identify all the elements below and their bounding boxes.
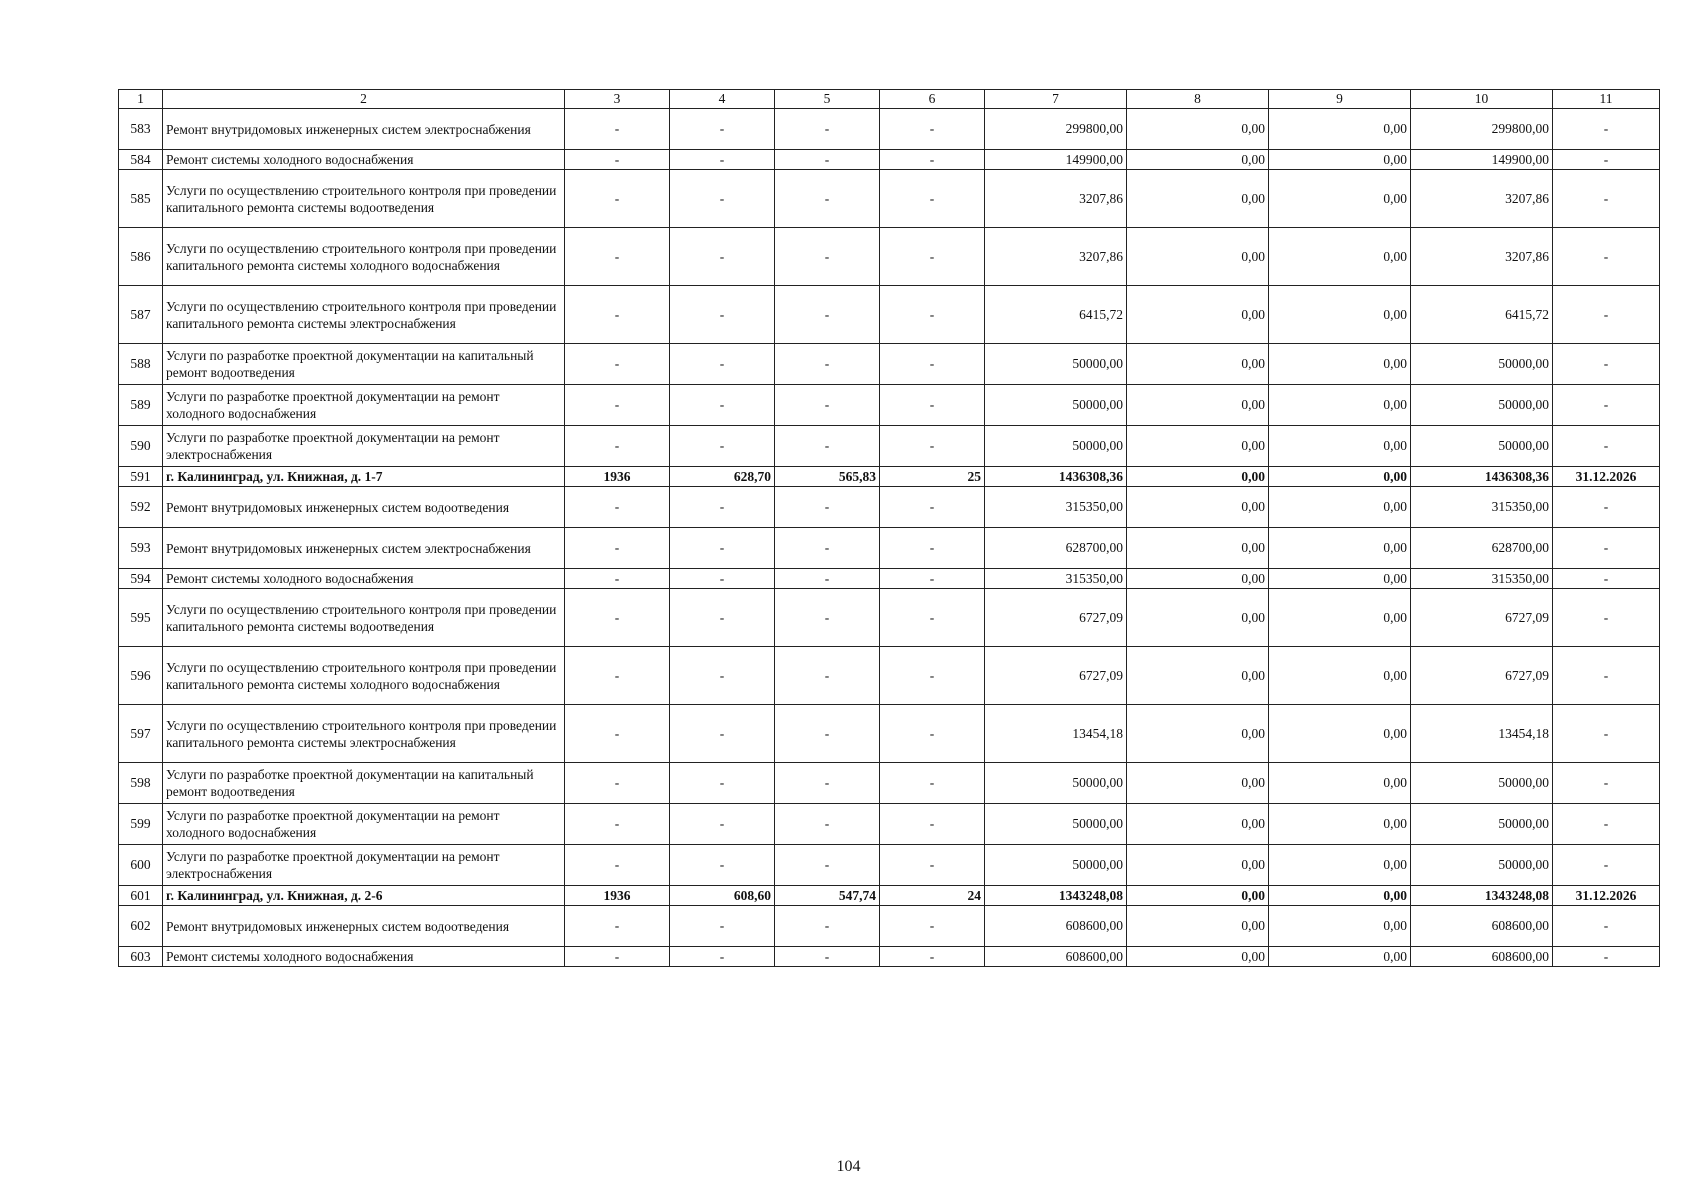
cell-col-9: 0,00 [1269, 906, 1411, 947]
cell-col-7: 50000,00 [985, 763, 1127, 804]
cell-col-3: - [565, 845, 670, 886]
column-header-4: 4 [670, 90, 775, 109]
page-number: 104 [836, 1158, 861, 1175]
cell-col-5: - [775, 228, 880, 286]
address-row [119, 467, 1660, 487]
cell-col-6: - [880, 569, 985, 589]
cell-col-11: - [1553, 906, 1660, 947]
row-number: 595 [119, 589, 163, 647]
cell-col-10: 315350,00 [1411, 487, 1553, 528]
cell-col-8: 0,00 [1127, 906, 1269, 947]
cell-col-4: - [670, 385, 775, 426]
column-header-2: 2 [163, 90, 565, 109]
cell-col-8: 0,00 [1127, 170, 1269, 228]
cell-col-7: 608600,00 [985, 947, 1127, 967]
cell-col-10: 6727,09 [1411, 589, 1553, 647]
cell-col-9: 0,00 [1269, 109, 1411, 150]
cell-col-10: 315350,00 [1411, 569, 1553, 589]
cell-col-8: 0,00 [1127, 845, 1269, 886]
table-row [119, 906, 1660, 947]
cell-col-9: 0,00 [1269, 947, 1411, 967]
cell-col-9: 0,00 [1269, 886, 1411, 906]
work-name: Услуги по осуществлению строительного контроля при проведении капитального ремонта системы водоотведения [163, 589, 565, 647]
table-row [119, 170, 1660, 228]
cell-col-9: 0,00 [1269, 569, 1411, 589]
table-row [119, 426, 1660, 467]
cell-col-7: 6727,09 [985, 589, 1127, 647]
cell-col-4: - [670, 647, 775, 705]
work-name: Услуги по разработке проектной документации на ремонт холодного водоснабжения [163, 385, 565, 426]
cell-col-11: 31.12.2026 [1553, 886, 1660, 906]
cell-col-3: - [565, 487, 670, 528]
cell-col-10: 3207,86 [1411, 170, 1553, 228]
cell-col-6: - [880, 228, 985, 286]
cell-col-5: - [775, 286, 880, 344]
cell-col-10: 608600,00 [1411, 906, 1553, 947]
work-name: Ремонт внутридомовых инженерных систем водоотведения [163, 487, 565, 528]
cell-col-4: 608,60 [670, 886, 775, 906]
cell-col-10: 6415,72 [1411, 286, 1553, 344]
cell-col-10: 50000,00 [1411, 763, 1553, 804]
cell-col-6: - [880, 906, 985, 947]
column-header-3: 3 [565, 90, 670, 109]
table-row [119, 286, 1660, 344]
cell-col-11: - [1553, 109, 1660, 150]
cell-col-7: 6415,72 [985, 286, 1127, 344]
cell-col-5: - [775, 647, 880, 705]
work-name: Услуги по разработке проектной документации на ремонт холодного водоснабжения [163, 804, 565, 845]
cell-col-4: 628,70 [670, 467, 775, 487]
row-number: 590 [119, 426, 163, 467]
cell-col-7: 628700,00 [985, 528, 1127, 569]
cell-col-11: - [1553, 569, 1660, 589]
cell-col-6: - [880, 589, 985, 647]
row-number: 585 [119, 170, 163, 228]
cell-col-10: 1343248,08 [1411, 886, 1553, 906]
row-number: 597 [119, 705, 163, 763]
cell-col-4: - [670, 286, 775, 344]
cell-col-5: - [775, 150, 880, 170]
cell-col-10: 299800,00 [1411, 109, 1553, 150]
cell-col-3: - [565, 763, 670, 804]
cell-col-11: - [1553, 170, 1660, 228]
cell-col-3: - [565, 385, 670, 426]
work-name: Ремонт системы холодного водоснабжения [163, 150, 565, 170]
cell-col-9: 0,00 [1269, 487, 1411, 528]
row-number: 588 [119, 344, 163, 385]
cell-col-3: - [565, 344, 670, 385]
table-row [119, 109, 1660, 150]
cell-col-11: 31.12.2026 [1553, 467, 1660, 487]
cell-col-7: 149900,00 [985, 150, 1127, 170]
cell-col-8: 0,00 [1127, 344, 1269, 385]
cell-col-3: - [565, 150, 670, 170]
row-number: 603 [119, 947, 163, 967]
cell-col-11: - [1553, 763, 1660, 804]
cell-col-3: 1936 [565, 886, 670, 906]
cell-col-11: - [1553, 804, 1660, 845]
cell-col-6: - [880, 647, 985, 705]
cell-col-3: - [565, 589, 670, 647]
cell-col-10: 50000,00 [1411, 344, 1553, 385]
table-row [119, 647, 1660, 705]
row-number: 584 [119, 150, 163, 170]
work-name: г. Калининград, ул. Книжная, д. 2-6 [163, 886, 565, 906]
table-row [119, 150, 1660, 170]
cell-col-7: 315350,00 [985, 569, 1127, 589]
cell-col-9: 0,00 [1269, 804, 1411, 845]
cell-col-3: - [565, 947, 670, 967]
cell-col-11: - [1553, 426, 1660, 467]
cell-col-6: - [880, 170, 985, 228]
cell-col-3: - [565, 647, 670, 705]
cell-col-4: - [670, 947, 775, 967]
cell-col-8: 0,00 [1127, 947, 1269, 967]
cell-col-7: 6727,09 [985, 647, 1127, 705]
cell-col-5: - [775, 906, 880, 947]
cell-col-4: - [670, 906, 775, 947]
cell-col-3: - [565, 804, 670, 845]
cell-col-9: 0,00 [1269, 705, 1411, 763]
work-name: Ремонт системы холодного водоснабжения [163, 569, 565, 589]
cell-col-6: - [880, 528, 985, 569]
table-row [119, 487, 1660, 528]
cell-col-3: - [565, 906, 670, 947]
cell-col-11: - [1553, 528, 1660, 569]
cell-col-8: 0,00 [1127, 467, 1269, 487]
cell-col-7: 50000,00 [985, 804, 1127, 845]
cell-col-7: 315350,00 [985, 487, 1127, 528]
cell-col-11: - [1553, 589, 1660, 647]
cell-col-10: 608600,00 [1411, 947, 1553, 967]
cell-col-5: - [775, 170, 880, 228]
column-header-11: 11 [1553, 90, 1660, 109]
cell-col-10: 6727,09 [1411, 647, 1553, 705]
cell-col-11: - [1553, 487, 1660, 528]
row-number: 599 [119, 804, 163, 845]
row-number: 602 [119, 906, 163, 947]
cell-col-3: - [565, 528, 670, 569]
work-name: Услуги по осуществлению строительного контроля при проведении капитального ремонта системы водоотведения [163, 170, 565, 228]
cell-col-10: 50000,00 [1411, 845, 1553, 886]
cell-col-9: 0,00 [1269, 528, 1411, 569]
column-number-header [119, 90, 1660, 109]
cell-col-7: 608600,00 [985, 906, 1127, 947]
cell-col-9: 0,00 [1269, 589, 1411, 647]
cell-col-11: - [1553, 344, 1660, 385]
cell-col-8: 0,00 [1127, 804, 1269, 845]
work-name: г. Калининград, ул. Книжная, д. 1-7 [163, 467, 565, 487]
cell-col-6: - [880, 487, 985, 528]
cell-col-9: 0,00 [1269, 286, 1411, 344]
cell-col-7: 50000,00 [985, 385, 1127, 426]
cell-col-5: - [775, 705, 880, 763]
row-number: 598 [119, 763, 163, 804]
cell-col-4: - [670, 426, 775, 467]
cell-col-6: - [880, 426, 985, 467]
cell-col-5: - [775, 385, 880, 426]
cell-col-6: - [880, 705, 985, 763]
cell-col-8: 0,00 [1127, 109, 1269, 150]
cell-col-3: - [565, 286, 670, 344]
column-header-8: 8 [1127, 90, 1269, 109]
column-header-5: 5 [775, 90, 880, 109]
cell-col-4: - [670, 589, 775, 647]
table-row [119, 228, 1660, 286]
work-name: Услуги по разработке проектной документации на ремонт электроснабжения [163, 426, 565, 467]
cell-col-9: 0,00 [1269, 426, 1411, 467]
cell-col-9: 0,00 [1269, 845, 1411, 886]
cell-col-6: - [880, 109, 985, 150]
cell-col-3: - [565, 109, 670, 150]
work-name: Услуги по осуществлению строительного контроля при проведении капитального ремонта системы холодного водоснабжения [163, 228, 565, 286]
cell-col-8: 0,00 [1127, 763, 1269, 804]
work-name: Услуги по разработке проектной документации на капитальный ремонт водоотведения [163, 763, 565, 804]
cell-col-10: 149900,00 [1411, 150, 1553, 170]
table-row [119, 705, 1660, 763]
table-row [119, 528, 1660, 569]
row-number: 586 [119, 228, 163, 286]
cell-col-10: 3207,86 [1411, 228, 1553, 286]
cell-col-8: 0,00 [1127, 886, 1269, 906]
cell-col-7: 50000,00 [985, 426, 1127, 467]
column-header-7: 7 [985, 90, 1127, 109]
cell-col-8: 0,00 [1127, 228, 1269, 286]
cell-col-4: - [670, 170, 775, 228]
cell-col-4: - [670, 845, 775, 886]
cell-col-4: - [670, 763, 775, 804]
cell-col-10: 50000,00 [1411, 804, 1553, 845]
table-body [119, 109, 1660, 967]
cell-col-7: 1436308,36 [985, 467, 1127, 487]
cell-col-9: 0,00 [1269, 344, 1411, 385]
cell-col-4: - [670, 150, 775, 170]
column-header-1: 1 [119, 90, 163, 109]
cell-col-8: 0,00 [1127, 589, 1269, 647]
cell-col-9: 0,00 [1269, 385, 1411, 426]
cell-col-4: - [670, 804, 775, 845]
cell-col-10: 50000,00 [1411, 385, 1553, 426]
cell-col-6: - [880, 804, 985, 845]
cell-col-9: 0,00 [1269, 150, 1411, 170]
cell-col-9: 0,00 [1269, 467, 1411, 487]
works-table [118, 89, 1660, 967]
cell-col-10: 1436308,36 [1411, 467, 1553, 487]
work-name: Ремонт системы холодного водоснабжения [163, 947, 565, 967]
cell-col-7: 299800,00 [985, 109, 1127, 150]
address-row [119, 886, 1660, 906]
cell-col-4: - [670, 705, 775, 763]
cell-col-9: 0,00 [1269, 647, 1411, 705]
cell-col-8: 0,00 [1127, 705, 1269, 763]
cell-col-5: - [775, 947, 880, 967]
cell-col-5: - [775, 804, 880, 845]
cell-col-3: - [565, 705, 670, 763]
row-number: 594 [119, 569, 163, 589]
cell-col-11: - [1553, 845, 1660, 886]
cell-col-11: - [1553, 385, 1660, 426]
cell-col-8: 0,00 [1127, 569, 1269, 589]
cell-col-11: - [1553, 647, 1660, 705]
cell-col-11: - [1553, 947, 1660, 967]
cell-col-6: - [880, 385, 985, 426]
work-name: Услуги по осуществлению строительного контроля при проведении капитального ремонта системы электроснабжения [163, 705, 565, 763]
cell-col-9: 0,00 [1269, 170, 1411, 228]
cell-col-3: 1936 [565, 467, 670, 487]
cell-col-5: - [775, 589, 880, 647]
cell-col-5: - [775, 763, 880, 804]
cell-col-4: - [670, 228, 775, 286]
cell-col-5: - [775, 344, 880, 385]
work-name: Услуги по разработке проектной документации на капитальный ремонт водоотведения [163, 344, 565, 385]
cell-col-5: - [775, 528, 880, 569]
column-header-10: 10 [1411, 90, 1553, 109]
cell-col-11: - [1553, 228, 1660, 286]
cell-col-6: - [880, 150, 985, 170]
cell-col-11: - [1553, 705, 1660, 763]
cell-col-7: 13454,18 [985, 705, 1127, 763]
cell-col-5: - [775, 426, 880, 467]
cell-col-6: 25 [880, 467, 985, 487]
cell-col-7: 1343248,08 [985, 886, 1127, 906]
cell-col-10: 628700,00 [1411, 528, 1553, 569]
cell-col-10: 50000,00 [1411, 426, 1553, 467]
cell-col-8: 0,00 [1127, 528, 1269, 569]
cell-col-6: - [880, 286, 985, 344]
table-row [119, 589, 1660, 647]
table-row [119, 763, 1660, 804]
cell-col-8: 0,00 [1127, 426, 1269, 467]
table-row [119, 947, 1660, 967]
cell-col-4: - [670, 569, 775, 589]
cell-col-7: 50000,00 [985, 344, 1127, 385]
cell-col-9: 0,00 [1269, 228, 1411, 286]
cell-col-8: 0,00 [1127, 385, 1269, 426]
cell-col-7: 50000,00 [985, 845, 1127, 886]
row-number: 591 [119, 467, 163, 487]
work-name: Услуги по разработке проектной документации на ремонт электроснабжения [163, 845, 565, 886]
cell-col-8: 0,00 [1127, 150, 1269, 170]
cell-col-3: - [565, 170, 670, 228]
cell-col-4: - [670, 528, 775, 569]
cell-col-3: - [565, 426, 670, 467]
column-header-6: 6 [880, 90, 985, 109]
cell-col-8: 0,00 [1127, 487, 1269, 528]
table-row [119, 804, 1660, 845]
cell-col-11: - [1553, 286, 1660, 344]
row-number: 592 [119, 487, 163, 528]
cell-col-7: 3207,86 [985, 170, 1127, 228]
cell-col-6: - [880, 344, 985, 385]
cell-col-4: - [670, 109, 775, 150]
row-number: 587 [119, 286, 163, 344]
cell-col-5: 547,74 [775, 886, 880, 906]
cell-col-11: - [1553, 150, 1660, 170]
column-header-9: 9 [1269, 90, 1411, 109]
cell-col-8: 0,00 [1127, 647, 1269, 705]
cell-col-4: - [670, 487, 775, 528]
work-name: Ремонт внутридомовых инженерных систем электроснабжения [163, 528, 565, 569]
row-number: 600 [119, 845, 163, 886]
row-number: 593 [119, 528, 163, 569]
work-name: Услуги по осуществлению строительного контроля при проведении капитального ремонта системы электроснабжения [163, 286, 565, 344]
table-row [119, 845, 1660, 886]
cell-col-6: - [880, 947, 985, 967]
cell-col-6: - [880, 763, 985, 804]
work-name: Ремонт внутридомовых инженерных систем электроснабжения [163, 109, 565, 150]
row-number: 601 [119, 886, 163, 906]
table-row [119, 569, 1660, 589]
work-name: Ремонт внутридомовых инженерных систем водоотведения [163, 906, 565, 947]
document-sheet [118, 89, 1659, 967]
cell-col-6: 24 [880, 886, 985, 906]
cell-col-5: - [775, 845, 880, 886]
cell-col-4: - [670, 344, 775, 385]
cell-col-7: 3207,86 [985, 228, 1127, 286]
row-number: 596 [119, 647, 163, 705]
cell-col-3: - [565, 228, 670, 286]
header-row [119, 90, 1660, 109]
table-row [119, 385, 1660, 426]
work-name: Услуги по осуществлению строительного контроля при проведении капитального ремонта системы холодного водоснабжения [163, 647, 565, 705]
cell-col-5: - [775, 569, 880, 589]
cell-col-8: 0,00 [1127, 286, 1269, 344]
cell-col-10: 13454,18 [1411, 705, 1553, 763]
cell-col-6: - [880, 845, 985, 886]
cell-col-5: - [775, 109, 880, 150]
table-row [119, 344, 1660, 385]
row-number: 583 [119, 109, 163, 150]
cell-col-5: 565,83 [775, 467, 880, 487]
cell-col-5: - [775, 487, 880, 528]
cell-col-9: 0,00 [1269, 763, 1411, 804]
row-number: 589 [119, 385, 163, 426]
cell-col-3: - [565, 569, 670, 589]
